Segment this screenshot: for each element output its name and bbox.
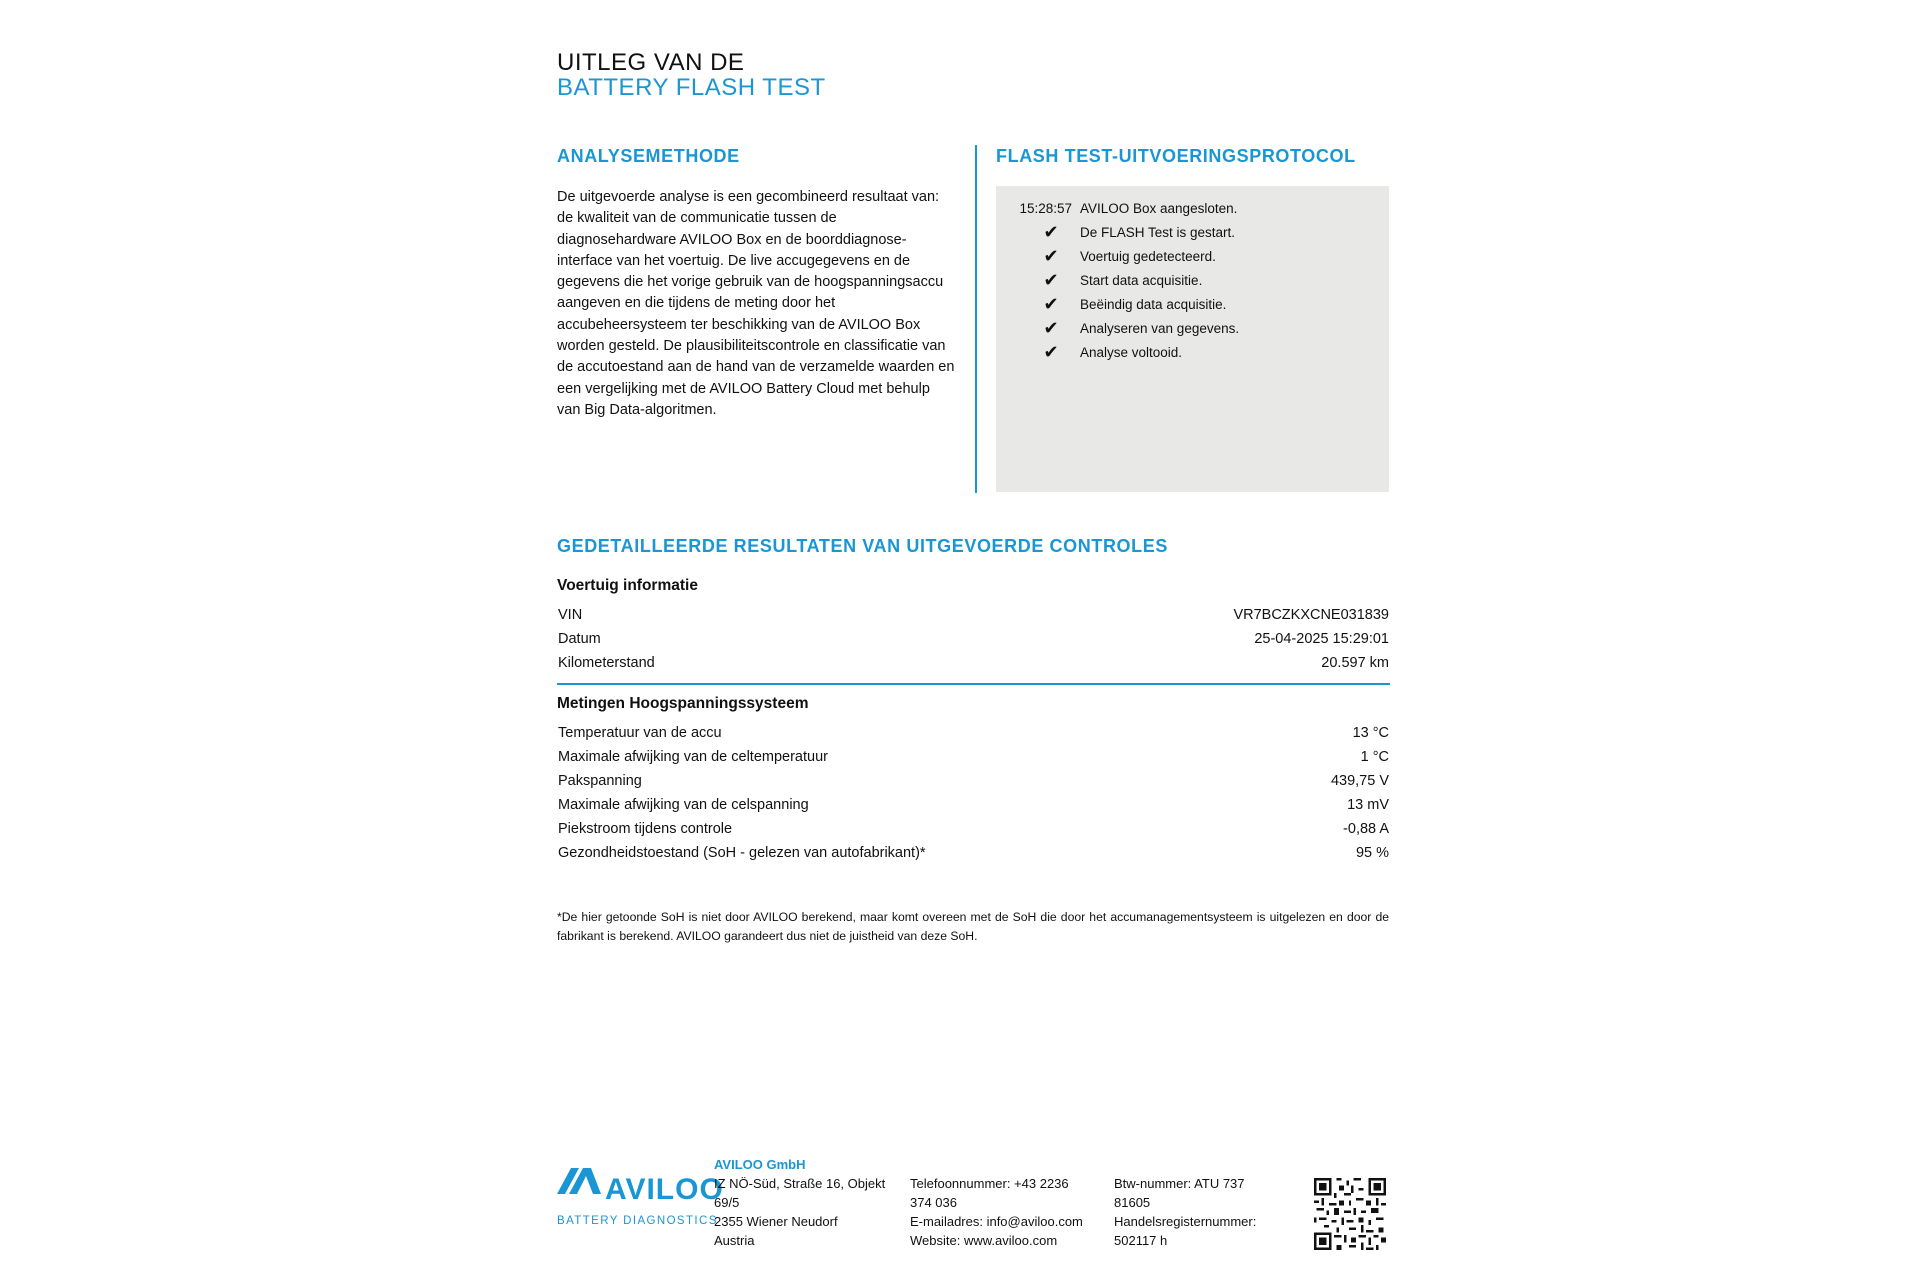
contact-line: 374 036: [910, 1195, 957, 1210]
address-line: 69/5: [714, 1195, 740, 1210]
legal-line: Handelsregisternummer:: [1114, 1214, 1257, 1229]
row-label: Piekstroom tijdens controle: [558, 821, 733, 837]
page-title: [557, 50, 826, 100]
table-row: [558, 794, 1389, 816]
protocol-entry: [996, 292, 1227, 316]
section-divider: [557, 683, 1390, 685]
protocol-heading: FLASH TEST-UITVOERINGSPROTOCOL: [996, 146, 1356, 166]
protocol-log: [996, 186, 1389, 492]
soh-footnote: *De hier getoonde SoH is niet door AVILOO berekend, maar komt overeen met de SoH die door het accumanagementsysteem is uitgelezen en door de fabrikant is berekend. AVILOO garandeert dus niet de juistheid van deze SoH.: [557, 910, 1389, 943]
footer-contact: [910, 1174, 1083, 1250]
table-row: [558, 818, 1389, 840]
column-divider: [975, 145, 977, 493]
protocol-message: Voertuig gedetecteerd.: [1080, 248, 1216, 264]
address-line: Austria: [714, 1233, 755, 1248]
row-value: -0,88 A: [1343, 821, 1389, 837]
title-line-2: BATTERY FLASH TEST: [557, 74, 826, 101]
check-icon: ✔: [1043, 221, 1059, 242]
row-value: VR7BCZKXCNE031839: [1233, 607, 1389, 623]
results-heading: GEDETAILLEERDE RESULTATEN VAN UITGEVOERDE CONTROLES: [557, 536, 1168, 556]
check-icon: ✔: [1043, 245, 1059, 266]
logo-wordmark: AVILOO: [605, 1173, 724, 1206]
row-value: 20.597 km: [1321, 655, 1389, 671]
protocol-entry: [996, 340, 1183, 364]
company-name: AVILOO GmbH: [714, 1157, 806, 1172]
table-row: [558, 604, 1389, 626]
row-label: Temperatuur van de accu: [558, 725, 722, 741]
table-row: [558, 652, 1389, 674]
protocol-entry: [996, 268, 1203, 292]
protocol-message: Analyse voltooid.: [1080, 344, 1183, 360]
protocol-message: AVILOO Box aangesloten.: [1080, 200, 1238, 216]
address-line: 2355 Wiener Neudorf: [714, 1214, 838, 1229]
protocol-entry: [996, 244, 1216, 268]
analysis-text: De uitgevoerde analyse is een gecombineerd resultaat van: de kwaliteit van de communicatie tussen de diagnosehardware AVILOO Box en de boorddiagnose-interface van het voertuig. De live accugegevens en de gegevens die het vorige gebruik van de hoogspanningsaccu aangeven en die tijdens de meting door het accubeheersysteem ter beschikking van de AVILOO Box worden gesteld. De plausibiliteitscontrole en classificatie van de accutoestand aan de hand van de verzamelde waarden en een vergelijking met de AVILOO Battery Cloud met behulp van Big Data-algoritmen.: [557, 189, 955, 418]
protocol-message: Beëindig data acquisitie.: [1080, 296, 1227, 312]
legal-line: Btw-nummer: ATU 737: [1114, 1176, 1245, 1191]
protocol-time: 15:28:57: [1019, 200, 1072, 216]
row-label: Gezondheidstoestand (SoH - gelezen van autofabrikant)*: [558, 845, 926, 861]
contact-line: Website: www.aviloo.com: [910, 1233, 1058, 1248]
table-row: [558, 628, 1389, 650]
row-label: Kilometerstand: [558, 655, 655, 671]
protocol-message: Start data acquisitie.: [1080, 272, 1203, 288]
table-row: [558, 722, 1389, 744]
legal-line: 81605: [1114, 1195, 1151, 1210]
check-icon: ✔: [1043, 317, 1059, 338]
title-line-1: UITLEG VAN DE: [557, 49, 745, 76]
contact-line: Telefoonnummer: +43 2236: [910, 1176, 1069, 1191]
footer-legal: [1114, 1174, 1256, 1250]
row-label: Maximale afwijking van de celspanning: [558, 797, 809, 813]
address-line: IZ NÖ-Süd, Straße 16, Objekt: [714, 1176, 886, 1191]
row-value: 1 °C: [1360, 749, 1389, 765]
qr-code-icon: [1314, 1178, 1386, 1250]
analysis-heading: ANALYSEMETHODE: [557, 146, 740, 166]
contact-line: E-mailadres: info@aviloo.com: [910, 1214, 1083, 1229]
protocol-message: Analyseren van gegevens.: [1080, 320, 1240, 336]
table-row: [558, 770, 1389, 792]
row-value: 13 °C: [1352, 725, 1389, 741]
check-icon: ✔: [1043, 293, 1059, 314]
row-value: 95 %: [1355, 845, 1389, 861]
legal-line: 502117 h: [1114, 1233, 1168, 1248]
check-icon: ✔: [1043, 269, 1059, 290]
protocol-entry: [996, 196, 1238, 220]
protocol-entry: [996, 220, 1236, 244]
table-row: [558, 746, 1389, 768]
protocol-entry: [996, 316, 1240, 340]
row-value: 13 mV: [1347, 797, 1389, 813]
row-value: 439,75 V: [1330, 773, 1389, 789]
row-label: VIN: [558, 607, 583, 623]
table-row: [558, 842, 1389, 864]
row-label: Datum: [558, 631, 601, 647]
row-label: Maximale afwijking van de celtemperatuur: [558, 749, 828, 765]
check-icon: ✔: [1043, 341, 1059, 362]
row-value: 25-04-2025 15:29:01: [1254, 631, 1389, 647]
vehicle-info-heading: Voertuig informatie: [557, 577, 698, 594]
footer-address: [714, 1155, 885, 1250]
logo-subtitle: BATTERY DIAGNOSTICS: [557, 1215, 718, 1227]
row-label: Pakspanning: [558, 773, 642, 789]
protocol-message: De FLASH Test is gestart.: [1080, 224, 1236, 240]
hv-measurements-heading: Metingen Hoogspanningssysteem: [557, 695, 809, 712]
